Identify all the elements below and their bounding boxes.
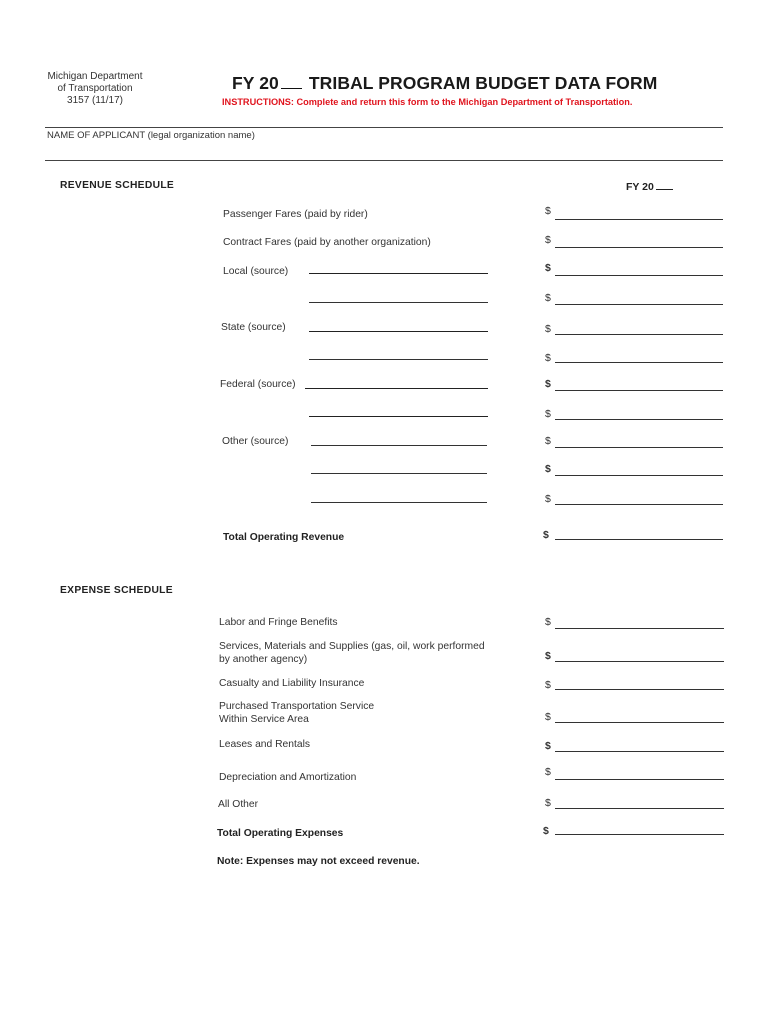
title-prefix: FY 20 — [232, 73, 279, 93]
form-number: 3157 (11/17) — [67, 95, 123, 106]
services-amount[interactable] — [555, 661, 724, 662]
state-2-dollar: $ — [545, 352, 551, 364]
state-source-field-2[interactable] — [309, 359, 488, 360]
purchased-amount[interactable] — [555, 722, 724, 723]
all-other-amount[interactable] — [555, 808, 724, 809]
leases-amount[interactable] — [555, 751, 724, 752]
other-source-field-2[interactable] — [311, 473, 487, 474]
federal-1-amount[interactable] — [555, 390, 723, 391]
local-1-amount[interactable] — [555, 275, 723, 276]
contract-fares-amount[interactable] — [555, 247, 723, 248]
contract-fares-label: Contract Fares (paid by another organization) — [223, 237, 431, 248]
state-1-amount[interactable] — [555, 334, 723, 335]
other-source-label: Other (source) — [222, 436, 289, 447]
federal-1-dollar: $ — [545, 378, 551, 390]
form-title — [232, 73, 657, 94]
depreciation-amount[interactable] — [555, 779, 724, 780]
federal-source-label: Federal (source) — [220, 379, 296, 390]
local-2-dollar: $ — [545, 292, 551, 304]
other-3-amount[interactable] — [555, 504, 723, 505]
other-1-amount[interactable] — [555, 447, 723, 448]
leases-label: Leases and Rentals — [219, 739, 311, 750]
services-label-line-1: Services, Materials and Supplies (gas, oil, work performed — [219, 641, 485, 652]
depreciation-dollar: $ — [545, 766, 551, 778]
federal-source-field-1[interactable] — [305, 388, 488, 389]
total-revenue-label: Total Operating Revenue — [223, 532, 345, 543]
all-other-dollar: $ — [545, 797, 551, 809]
purchased-dollar: $ — [545, 711, 551, 723]
local-2-amount[interactable] — [555, 304, 723, 305]
fy-year-input[interactable] — [656, 180, 673, 190]
state-2-amount[interactable] — [555, 362, 723, 363]
applicant-label: NAME OF APPLICANT (legal organization name) — [47, 130, 255, 141]
purchased-label-line-1: Purchased Transportation Service — [219, 701, 375, 712]
casualty-amount[interactable] — [555, 689, 724, 690]
casualty-label: Casualty and Liability Insurance — [219, 678, 365, 689]
services-label-line-2: by another agency) — [219, 654, 308, 665]
fy-year-field[interactable] — [281, 74, 302, 89]
state-source-label: State (source) — [221, 322, 286, 333]
other-3-dollar: $ — [545, 493, 551, 505]
instructions: INSTRUCTIONS: Complete and return this form to the Michigan Department of Transportation. — [222, 97, 633, 107]
department-name — [30, 71, 160, 107]
other-2-amount[interactable] — [555, 475, 723, 476]
labor-dollar: $ — [545, 616, 551, 628]
revenue-heading: REVENUE SCHEDULE — [60, 180, 175, 191]
state-source-field-1[interactable] — [309, 331, 488, 332]
depreciation-label: Depreciation and Amortization — [219, 772, 357, 783]
expense-note: Note: Expenses may not exceed revenue. — [217, 856, 420, 867]
passenger-fares-dollar: $ — [545, 205, 551, 217]
labor-amount[interactable] — [555, 628, 724, 629]
passenger-fares-label: Passenger Fares (paid by rider) — [223, 209, 368, 220]
other-source-field-3[interactable] — [311, 502, 487, 503]
total-revenue-amount[interactable] — [555, 539, 723, 540]
casualty-dollar: $ — [545, 679, 551, 691]
local-1-dollar: $ — [545, 262, 551, 274]
leases-dollar: $ — [545, 740, 551, 752]
expense-heading: EXPENSE SCHEDULE — [60, 585, 173, 596]
total-expenses-amount[interactable] — [555, 834, 724, 835]
revenue-fy-column — [626, 180, 673, 193]
state-1-dollar: $ — [545, 323, 551, 335]
federal-2-amount[interactable] — [555, 419, 723, 420]
total-expenses-label: Total Operating Expenses — [217, 828, 344, 839]
all-other-label: All Other — [218, 799, 259, 810]
total-expenses-dollar: $ — [543, 825, 549, 837]
fy-label: FY 20 — [626, 181, 654, 193]
contract-fares-dollar: $ — [545, 234, 551, 246]
local-source-field-1[interactable] — [309, 273, 488, 274]
local-source-field-2[interactable] — [309, 302, 488, 303]
passenger-fares-amount[interactable] — [555, 219, 723, 220]
department-line-2: of Transportation — [57, 83, 133, 94]
header-divider — [45, 127, 723, 128]
purchased-label-line-2: Within Service Area — [219, 714, 309, 725]
other-1-dollar: $ — [545, 435, 551, 447]
applicant-name-field[interactable] — [45, 160, 723, 161]
labor-label: Labor and Fringe Benefits — [219, 617, 338, 628]
other-2-dollar: $ — [545, 463, 551, 475]
total-revenue-dollar: $ — [543, 529, 549, 541]
department-line-1: Michigan Department — [47, 71, 143, 82]
other-source-field-1[interactable] — [311, 445, 487, 446]
federal-2-dollar: $ — [545, 408, 551, 420]
local-source-label: Local (source) — [223, 266, 289, 277]
title-suffix: TRIBAL PROGRAM BUDGET DATA FORM — [308, 73, 658, 93]
services-dollar: $ — [545, 650, 551, 662]
federal-source-field-2[interactable] — [309, 416, 488, 417]
